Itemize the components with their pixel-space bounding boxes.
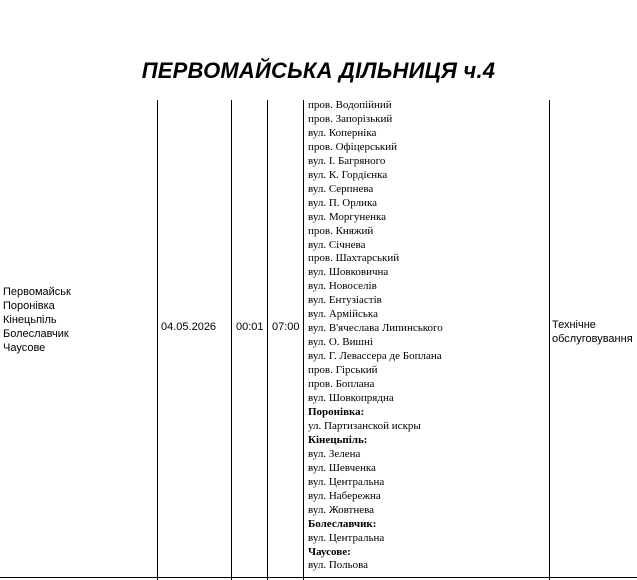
settlement-header: Кінецьпіль: [308, 433, 368, 446]
street-item: пров. Шахтарський [308, 252, 400, 265]
street-item: вул. Моргуненка [308, 210, 387, 223]
outage-date: 04.05.2026 [161, 321, 217, 333]
street-item: вул. Серпнева [308, 182, 374, 195]
street-item: вул. Армійська [308, 308, 378, 321]
street-item: пров. Гірський [308, 364, 378, 377]
street-item: вул. Новоселів [308, 280, 377, 293]
street-item: вул. В'ячеслава Липинського [308, 322, 443, 335]
street-item: вул. Центральна [308, 531, 385, 544]
settlement-name: Поронівка [3, 300, 55, 312]
page-title: ПЕРВОМАЙСЬКА ДІЛЬНИЦЯ ч.4 [141, 58, 496, 83]
street-item: вул. Зелена [308, 447, 361, 460]
street-item: вул. Коперніка [308, 126, 377, 139]
street-item: пров. Боплана [308, 378, 375, 391]
settlement-header: Поронівка: [308, 405, 365, 418]
column-divider [303, 100, 304, 580]
column-divider [231, 100, 232, 580]
street-item: вул. Ентузіастів [308, 294, 382, 307]
outage-reason: Технічне обслуговування [552, 319, 633, 345]
settlement-header: Болеславчик: [308, 517, 377, 530]
street-item: вул. П. Орлика [308, 196, 378, 209]
row-divider [0, 577, 637, 578]
street-item: пров. Офіцерський [308, 140, 397, 153]
streets-cell [308, 99, 548, 573]
street-item: вул. Набережна [308, 489, 381, 502]
outage-start-time: 00:01 [236, 321, 264, 333]
street-item: вул. Г. Левассера де Боплана [308, 350, 442, 363]
outage-end-time: 07:00 [272, 321, 300, 333]
settlements-cell [3, 285, 153, 355]
street-item: вул. Жовтнева [308, 503, 375, 516]
street-item: ул. Партизанской искры [308, 419, 421, 432]
street-item: пров. Водопійний [308, 99, 392, 111]
settlement-name: Первомайськ [3, 286, 71, 298]
settlement-header: Чаусове: [308, 545, 351, 558]
street-item: вул. Шовковична [308, 266, 389, 279]
street-item: вул. Шевченка [308, 461, 376, 474]
street-item: вул. Польова [308, 559, 369, 572]
column-divider [549, 100, 550, 580]
street-item: вул. О. Вишні [308, 336, 373, 349]
column-divider [157, 100, 158, 580]
column-divider [267, 100, 268, 580]
street-item: пров. Запорізький [308, 112, 393, 125]
settlement-name: Болеславчик [3, 328, 69, 340]
street-item: пров. Княжий [308, 224, 374, 237]
settlement-name: Чаусове [3, 342, 46, 354]
street-item: вул. Січнева [308, 238, 366, 251]
street-item: вул. І. Багряного [308, 154, 386, 167]
settlement-name: Кінецьпіль [3, 314, 57, 326]
street-item: вул. Центральна [308, 475, 385, 488]
street-item: вул. К. Гордієнка [308, 168, 388, 181]
street-item: вул. Шовкопрядна [308, 392, 394, 405]
